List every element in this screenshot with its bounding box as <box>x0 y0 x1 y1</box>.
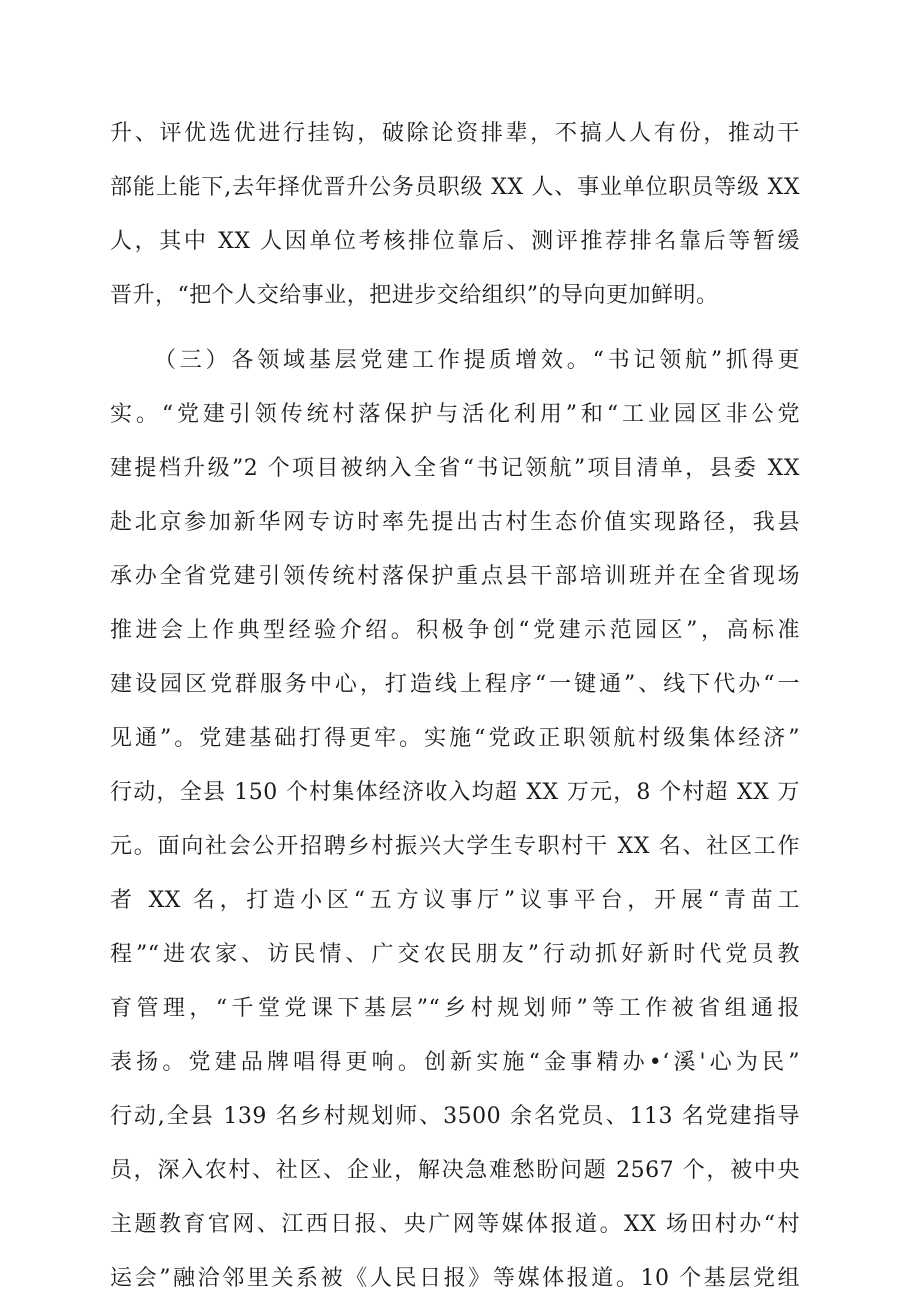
paragraph-line: 表扬。党建品牌唱得更响。创新实施“金事精办•‘溪'心为民” <box>110 1050 800 1075</box>
paragraph-line: 建提档升级”2 个项目被纳入全省“书记领航”项目清单，县委 XX <box>110 456 800 481</box>
paragraph-line: （三）各领域基层党建工作提质增效。“书记领航”抓得更 <box>154 348 800 373</box>
paragraph-line: 主题教育官网、江西日报、央广网等媒体报道。XX 场田村办“村 <box>110 1212 800 1237</box>
paragraph-line: 程”“进农家、访民情、广交农民朋友”行动抓好新时代党员教 <box>110 942 800 967</box>
paragraph-line: 建设园区党群服务中心，打造线上程序“一键通”、线下代办“一 <box>110 672 800 697</box>
paragraph-line: 者 XX 名，打造小区“五方议事厅”议事平台，开展“青苗工 <box>110 888 800 913</box>
paragraph-line: 承办全省党建引领传统村落保护重点县干部培训班并在全省现场 <box>110 564 800 589</box>
paragraph-line: 晋升，“把个人交给事业，把进步交给组织”的导向更加鲜明。 <box>110 283 719 308</box>
paragraph-line: 员，深入农村、社区、企业，解决急难愁盼问题 2567 个，被中央 <box>110 1158 800 1183</box>
paragraph-1 <box>110 107 800 323</box>
paragraph-line: 人，其中 XX 人因单位考核排位靠后、测评推荐排名靠后等暂缓 <box>110 229 800 254</box>
paragraph-line: 实。“党建引领传统村落保护与活化利用”和“工业园区非公党 <box>110 402 800 427</box>
paragraph-line: 育管理，“千堂党课下基层”“乡村规划师”等工作被省组通报 <box>110 996 800 1021</box>
paragraph-2 <box>110 334 800 1306</box>
paragraph-line: 行动,全县 139 名乡村规划师、3500 余名党员、113 名党建指导 <box>110 1104 800 1129</box>
paragraph-line: 运会”融洽邻里关系被《人民日报》等媒体报道。10 个基层党组 <box>110 1266 800 1291</box>
paragraph-line: 推进会上作典型经验介绍。积极争创“党建示范园区”，高标准 <box>110 618 800 643</box>
paragraph-line: 赴北京参加新华网专访时率先提出古村生态价值实现路径，我县 <box>110 510 800 535</box>
paragraph-line: 见通”。党建基础打得更牢。实施“党政正职领航村级集体经济” <box>110 726 800 751</box>
paragraph-line: 元。面向社会公开招聘乡村振兴大学生专职村干 XX 名、社区工作 <box>110 834 800 859</box>
paragraph-line: 行动，全县 150 个村集体经济收入均超 XX 万元，8 个村超 XX 万 <box>110 780 800 805</box>
paragraph-line: 升、评优选优进行挂钩，破除论资排辈，不搞人人有份，推动干 <box>110 121 800 146</box>
paragraph-line: 部能上能下,去年择优晋升公务员职级 XX 人、事业单位职员等级 XX <box>110 175 800 200</box>
